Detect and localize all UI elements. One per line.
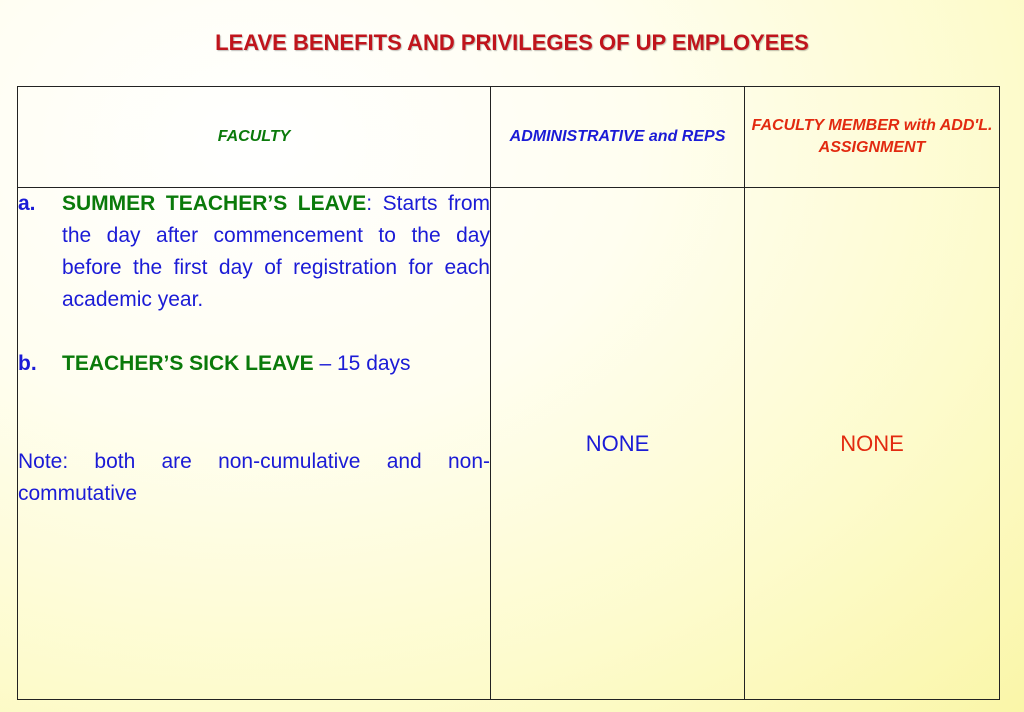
leave-item-text: Starts from the day after commencement to the day before the first day of registration for each academic year. xyxy=(62,192,490,311)
slide-title: LEAVE BENEFITS AND PRIVILEGES OF UP EMPLOYEES xyxy=(215,30,809,55)
leave-item-body xyxy=(62,188,490,316)
leave-item-text: 15 days xyxy=(331,352,411,375)
leave-item-summer xyxy=(18,188,490,316)
header-faculty-addl-assignment: FACULTY MEMBER with ADD'L. ASSIGNMENT xyxy=(745,87,1000,188)
leave-item-marker: b. xyxy=(18,352,37,375)
leave-item-separator: – xyxy=(313,352,332,375)
administrative-value: NONE xyxy=(491,188,745,700)
faculty-cell xyxy=(18,188,491,700)
header-administrative: ADMINISTRATIVE and REPS xyxy=(491,87,745,188)
leave-item-separator: : xyxy=(366,192,373,215)
table-body-row xyxy=(18,188,1000,700)
leave-item-sick xyxy=(18,348,490,380)
leave-item-title: SUMMER TEACHER’S LEAVE xyxy=(62,192,367,215)
leave-item-title: TEACHER’S SICK LEAVE xyxy=(62,352,314,375)
header-faculty: FACULTY xyxy=(18,87,491,188)
leave-item-body xyxy=(62,348,490,380)
leave-benefits-table xyxy=(17,86,1000,700)
faculty-addl-value: NONE xyxy=(745,188,1000,700)
faculty-note: Note: both are non-cumulative and non-commutative xyxy=(18,450,490,505)
leave-item-marker: a. xyxy=(18,192,36,215)
table-header-row xyxy=(18,87,1000,188)
